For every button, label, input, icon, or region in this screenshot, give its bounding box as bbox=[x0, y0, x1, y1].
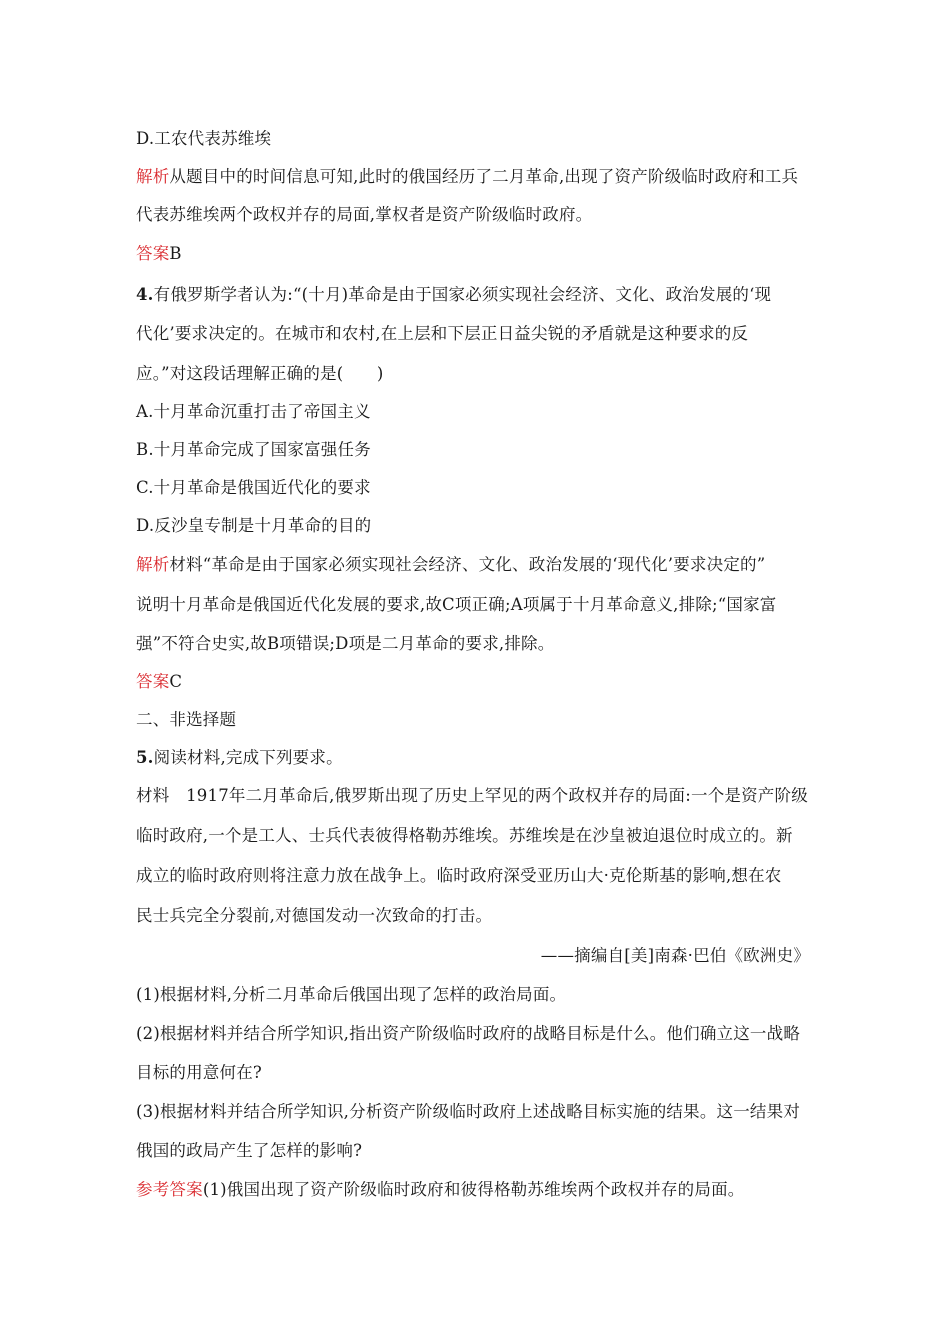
answer-label: 答案 bbox=[136, 244, 170, 263]
q5-stem bbox=[136, 748, 343, 768]
q4-analysis-line-3: 强”不符合史实,故B项错误;D项是二月革命的要求,排除。 bbox=[136, 634, 555, 653]
q3-option-d: D.工农代表苏维埃 bbox=[136, 129, 272, 148]
analysis-label: 解析 bbox=[136, 167, 170, 186]
analysis-text: 从题目中的时间信息可知,此时的俄国经历了二月革命,出现了资产阶级临时政府和工兵 bbox=[169, 167, 799, 186]
q5-source: ——摘编自[美]南森·巴伯《欧洲史》 bbox=[540, 946, 810, 965]
q4-analysis-line-2: 说明十月革命是俄国近代化发展的要求,故C项正确;A项属于十月革命意义,排除;“国家富 bbox=[136, 595, 777, 614]
answer-value: C bbox=[169, 672, 183, 691]
q3-analysis-line-2: 代表苏维埃两个政权并存的局面,掌权者是资产阶级临时政府。 bbox=[136, 205, 593, 224]
reference-answer-label: 参考答案 bbox=[136, 1180, 203, 1199]
q5-material-line-2: 临时政府,一个是工人、士兵代表彼得格勒苏维埃。苏维埃是在沙皇被迫退位时成立的。新 bbox=[136, 826, 793, 845]
question-number: 5. bbox=[136, 748, 154, 767]
q5-sub-question-3-line-2: 俄国的政局产生了怎样的影响? bbox=[136, 1141, 363, 1160]
q5-sub-question-3-line-1: (3)根据材料并结合所学知识,分析资产阶级临时政府上述战略目标实施的结果。这一结果对 bbox=[136, 1102, 801, 1121]
q4-stem-line-1 bbox=[136, 285, 771, 305]
q4-stem-line-2: 代化’要求决定的。在城市和农村,在上层和下层正日益尖锐的矛盾就是这种要求的反 bbox=[136, 324, 749, 343]
q4-option-a: A.十月革命沉重打击了帝国主义 bbox=[136, 402, 371, 421]
q5-material-line-3: 成立的临时政府则将注意力放在战争上。临时政府深受亚历山大·克伦斯基的影响,想在农 bbox=[136, 866, 782, 885]
q5-sub-question-2-line-2: 目标的用意何在? bbox=[136, 1063, 262, 1082]
q5-material-line-1: 材料 1917年二月革命后,俄罗斯出现了历史上罕见的两个政权并存的局面:一个是资产阶级 bbox=[136, 786, 808, 805]
q3-answer bbox=[136, 244, 182, 264]
q4-stem-line-3: 应。”对这段话理解正确的是( ) bbox=[136, 364, 384, 383]
q5-material-line-4: 民士兵完全分裂前,对德国发动一次致命的打击。 bbox=[136, 906, 493, 925]
analysis-label: 解析 bbox=[136, 555, 170, 574]
q4-analysis-line-1 bbox=[136, 555, 765, 575]
q5-sub-question-2-line-1: (2)根据材料并结合所学知识,指出资产阶级临时政府的战略目标是什么。他们确立这一战略 bbox=[136, 1024, 801, 1043]
q4-option-b: B.十月革命完成了国家富强任务 bbox=[136, 440, 371, 459]
answer-value: B bbox=[169, 244, 182, 263]
q5-sub-question-1: (1)根据材料,分析二月革命后俄国出现了怎样的政治局面。 bbox=[136, 985, 567, 1004]
analysis-text: 材料“革命是由于国家必须实现社会经济、文化、政治发展的‘现代化’要求决定的” bbox=[169, 555, 766, 574]
q4-answer bbox=[136, 672, 182, 692]
section-title: 二、非选择题 bbox=[136, 710, 237, 729]
question-stem: 阅读材料,完成下列要求。 bbox=[153, 748, 343, 767]
q4-option-d: D.反沙皇专制是十月革命的目的 bbox=[136, 516, 372, 535]
q5-reference-answer bbox=[136, 1180, 745, 1200]
q3-analysis-line-1 bbox=[136, 167, 798, 187]
reference-answer-text: (1)俄国出现了资产阶级临时政府和彼得格勒苏维埃两个政权并存的局面。 bbox=[202, 1180, 745, 1199]
q4-option-c: C.十月革命是俄国近代化的要求 bbox=[136, 478, 371, 497]
answer-label: 答案 bbox=[136, 672, 170, 691]
question-stem: 有俄罗斯学者认为:“(十月)革命是由于国家必须实现社会经济、文化、政治发展的‘现 bbox=[153, 285, 772, 304]
question-number: 4. bbox=[136, 285, 154, 304]
